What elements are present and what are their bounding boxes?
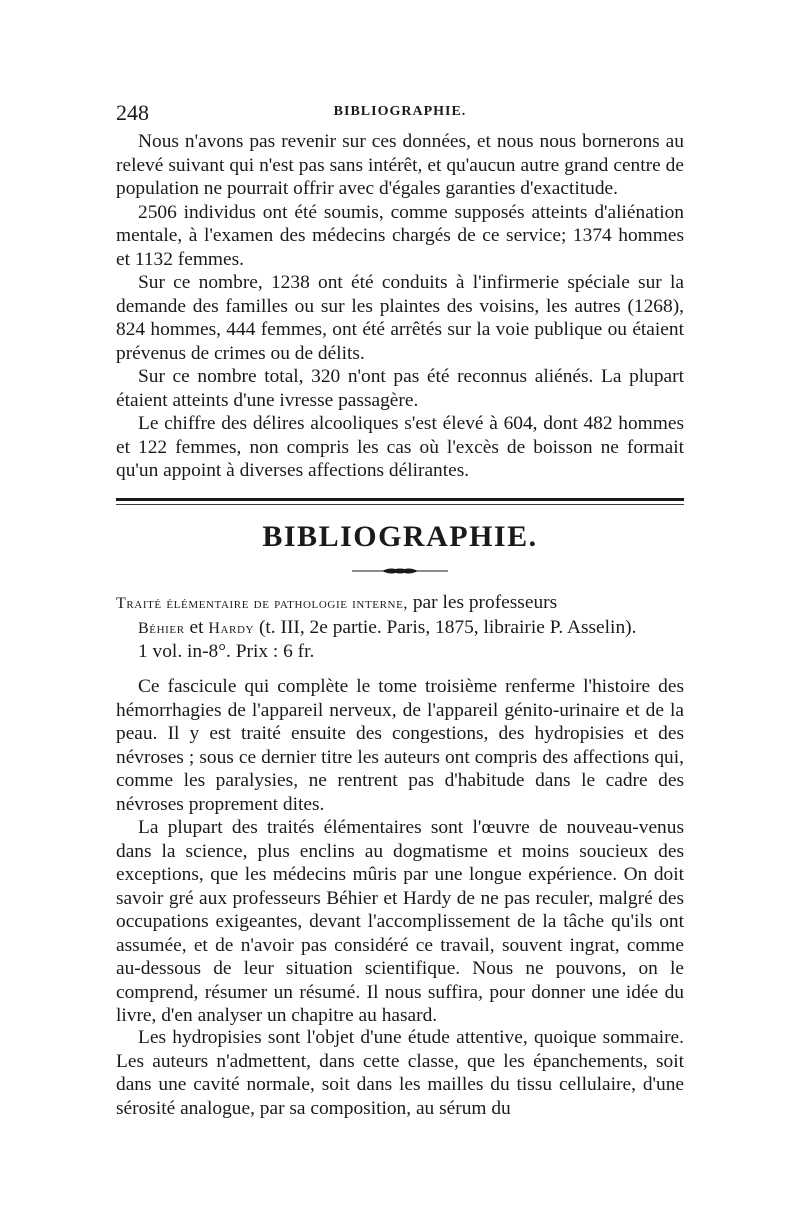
reference-format: 1 vol. in-8°. Prix : 6 fr. [138,641,315,662]
paragraph: La plupart des traités élémentaires sont l'œuvre de nouveau-venus dans la science, plus enclins au dogmatisme et moins soucieux des exceptions, que les médecins mûris par une longue expérience. On doit savoir gré aux professeurs Béhier et Hardy de ne pas reculer, malgré des occupations exigeantes, devant l'accomplissement de la tâche qu'ils ont assumée, et de n'avoir pas considéré ce travail, souvent ingrat, comme au-dessous de leur situation scientifique. Nous ne pouvons, on le comprend, résumer un résumé. Il nous suffira, pour donner une idée du livre, d'en analyser un chapitre au hasard. [116,817,684,1026]
reference-line-2 [116,616,684,641]
page-number: 248 [116,100,149,125]
running-title: BIBLIOGRAPHIE. [333,104,467,119]
paragraph: Ce fascicule qui complète le tome troisième renferme l'histoire des hémorrhagies de l'appareil nerveux, de l'appareil génito-urinaire et de la peau. Il y est traité ensuite des congestions, des hydropisies et des névroses ; sous ce dernier titre les auteurs ont compris des affections qui, comme les paralysies, ne rentrent pas d'habitude dans le cadre des névroses proprement dites. [116,676,684,815]
page-header [116,100,684,126]
ornament-divider [352,566,448,576]
section-title: BIBLIOGRAPHIE. [262,520,538,553]
book-reference [116,591,684,664]
author-hardy: Hardy [208,619,255,637]
reference-and: et [184,616,209,638]
final-text [116,1026,684,1120]
paragraph: Nous n'avons pas revenir sur ces données, et nous nous bornerons au relevé suivant qui n'est pas sans intérêt, et qu'aucun autre grand centre de population ne pourrait offrir avec d'égales garanties d'exactitude. [116,131,684,199]
reference-details: (t. III, 2e partie. Paris, 1875, librairie P. Asselin). [254,616,637,638]
author-behier: Béhier [138,619,185,637]
review-text [116,675,684,1028]
reference-by: par les professeurs [408,592,558,613]
paragraph: Sur ce nombre total, 320 n'ont pas été reconnus aliénés. La plupart étaient atteints d'une ivresse passagère. [116,366,684,411]
paragraph: 2506 individus ont été soumis, comme supposés atteints d'aliénation mentale, à l'examen des médecins chargés de ce service; 1374 hommes et 1132 femmes. [116,201,684,270]
paragraph: Sur ce nombre, 1238 ont été conduits à l'infirmerie spéciale sur la demande des familles ou sur les plaintes des voisins, les autres (1268), 824 hommes, 444 femmes, ont été arrêtés sur la voie publique ou étaient prévenus de crimes ou de délits. [116,272,684,364]
intro-text [116,130,684,483]
book-title: Traité élémentaire de pathologie interne, [116,595,408,612]
section-divider-thin [116,504,684,505]
paragraph: Le chiffre des délires alcooliques s'est élevé à 604, dont 482 hommes et 122 femmes, non compris les cas où l'excès de boisson ne formait qu'un appoint à diverses affections délirantes. [116,413,684,481]
paragraph: Les hydropisies sont l'objet d'une étude attentive, quoique sommaire. Les auteurs n'admettent, dans cette classe, que les épanchements, soit dans une cavité normale, soit dans les mailles du tissu cellulaire, d'une sérosité analogue, par sa composition, au sérum du [116,1027,684,1119]
section-divider-thick [116,498,684,501]
